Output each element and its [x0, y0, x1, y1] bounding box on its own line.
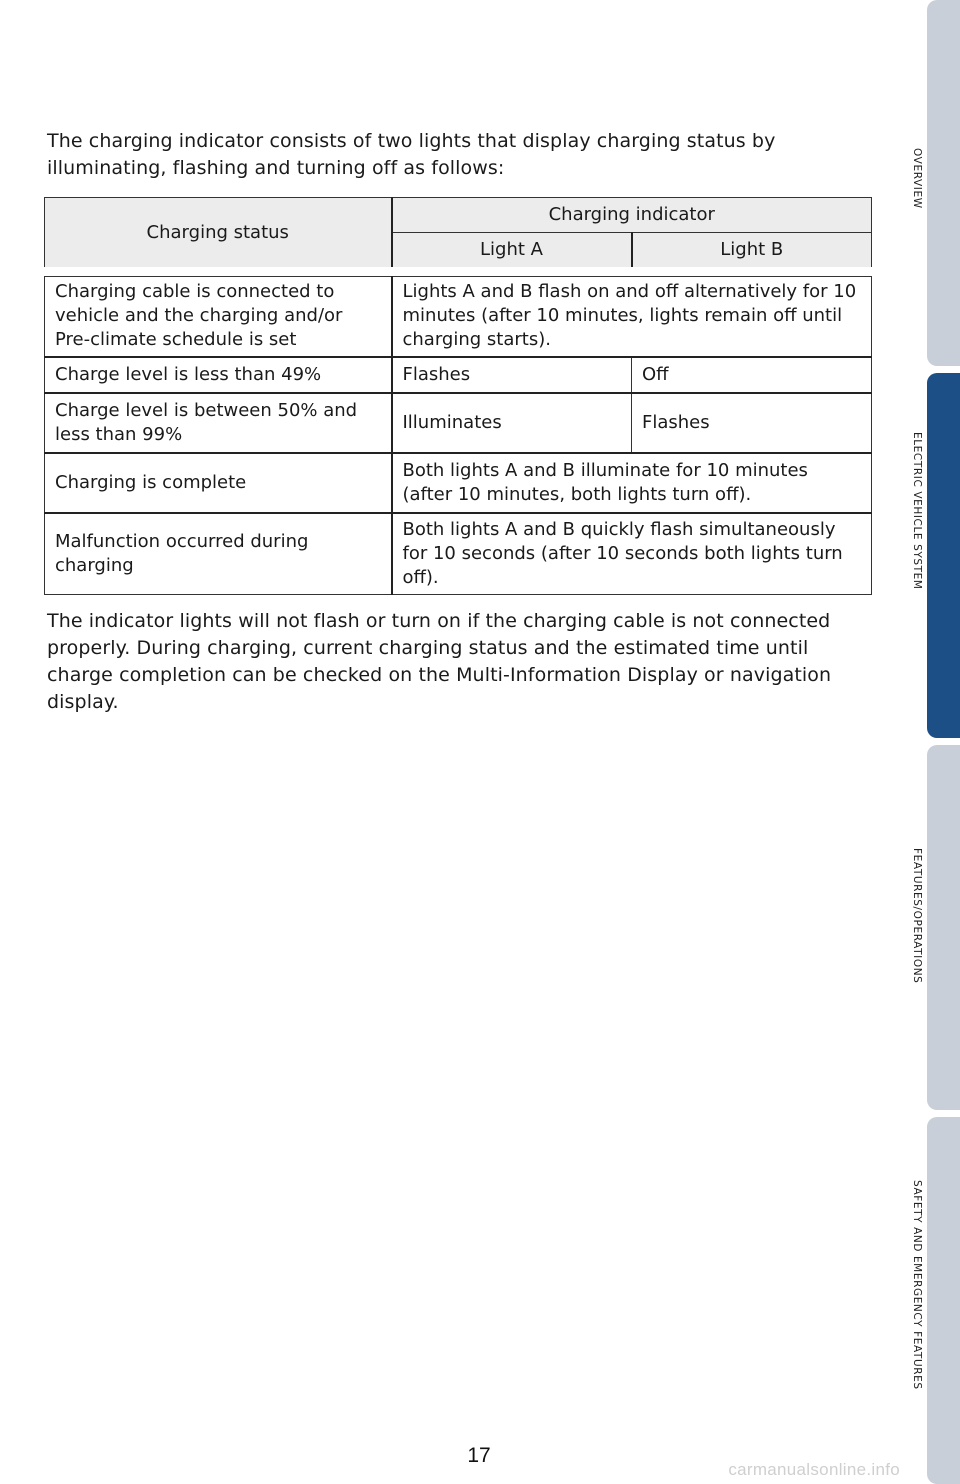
indicator-cell: Lights A and B flash on and off alternatively for 10 minutes (after 10 minutes, lights remain off until charging starts).: [392, 272, 872, 358]
table-row: [45, 272, 872, 358]
side-tab-electric-vehicle-system[interactable]: [927, 373, 960, 738]
indicator-cell: Both lights A and B illuminate for 10 minutes (after 10 minutes, both lights turn off).: [392, 453, 872, 513]
light-a-cell: Flashes: [392, 357, 632, 393]
table-row: [45, 513, 872, 595]
light-b-cell: Off: [632, 357, 872, 393]
header-charging-indicator: Charging indicator: [392, 198, 872, 233]
header-charging-status: Charging status: [45, 198, 392, 272]
page-number: 17: [467, 1444, 491, 1467]
header-light-a: Light A: [392, 233, 632, 272]
indicator-cell: Both lights A and B quickly flash simultaneously for 10 seconds (after 10 seconds both lights turn off).: [392, 513, 872, 595]
side-tab-label-features-operations: FEATURES/OPERATIONS: [911, 848, 923, 984]
status-cell: Charge level is less than 49%: [45, 357, 392, 393]
side-tab-safety-emergency[interactable]: [927, 1117, 960, 1484]
intro-paragraph: The charging indicator consists of two lights that display charging status by illuminating, flashing and turning off as follows:: [47, 130, 776, 179]
side-tab-overview[interactable]: [927, 0, 960, 366]
charging-indicator-table: [44, 197, 872, 595]
light-b-cell: Flashes: [632, 393, 872, 453]
table-row: [45, 453, 872, 513]
status-cell: Malfunction occurred during charging: [45, 513, 392, 595]
side-tab-features-operations[interactable]: [927, 745, 960, 1110]
side-tab-label-overview: OVERVIEW: [911, 148, 923, 209]
side-tab-label-safety-emergency: SAFETY AND EMERGENCY FEATURES: [911, 1180, 923, 1390]
side-tab-label-electric-vehicle-system: ELECTRIC VEHICLE SYSTEM: [911, 432, 923, 590]
status-cell: Charging cable is connected to vehicle and the charging and/or Pre-climate schedule is set: [45, 272, 392, 358]
header-light-b: Light B: [632, 233, 872, 272]
status-cell: Charging is complete: [45, 453, 392, 513]
outro-paragraph: The indicator lights will not flash or turn on if the charging cable is not connected properly. During charging, current charging status and the estimated time until charge completion can be checked on the Multi-Information Display or navigation display.: [47, 610, 832, 713]
watermark: carmanualsonline.info: [728, 1460, 900, 1479]
status-cell: Charge level is between 50% and less than 99%: [45, 393, 392, 453]
table-row: [45, 393, 872, 453]
light-a-cell: Illuminates: [392, 393, 632, 453]
table-row: [45, 357, 872, 393]
